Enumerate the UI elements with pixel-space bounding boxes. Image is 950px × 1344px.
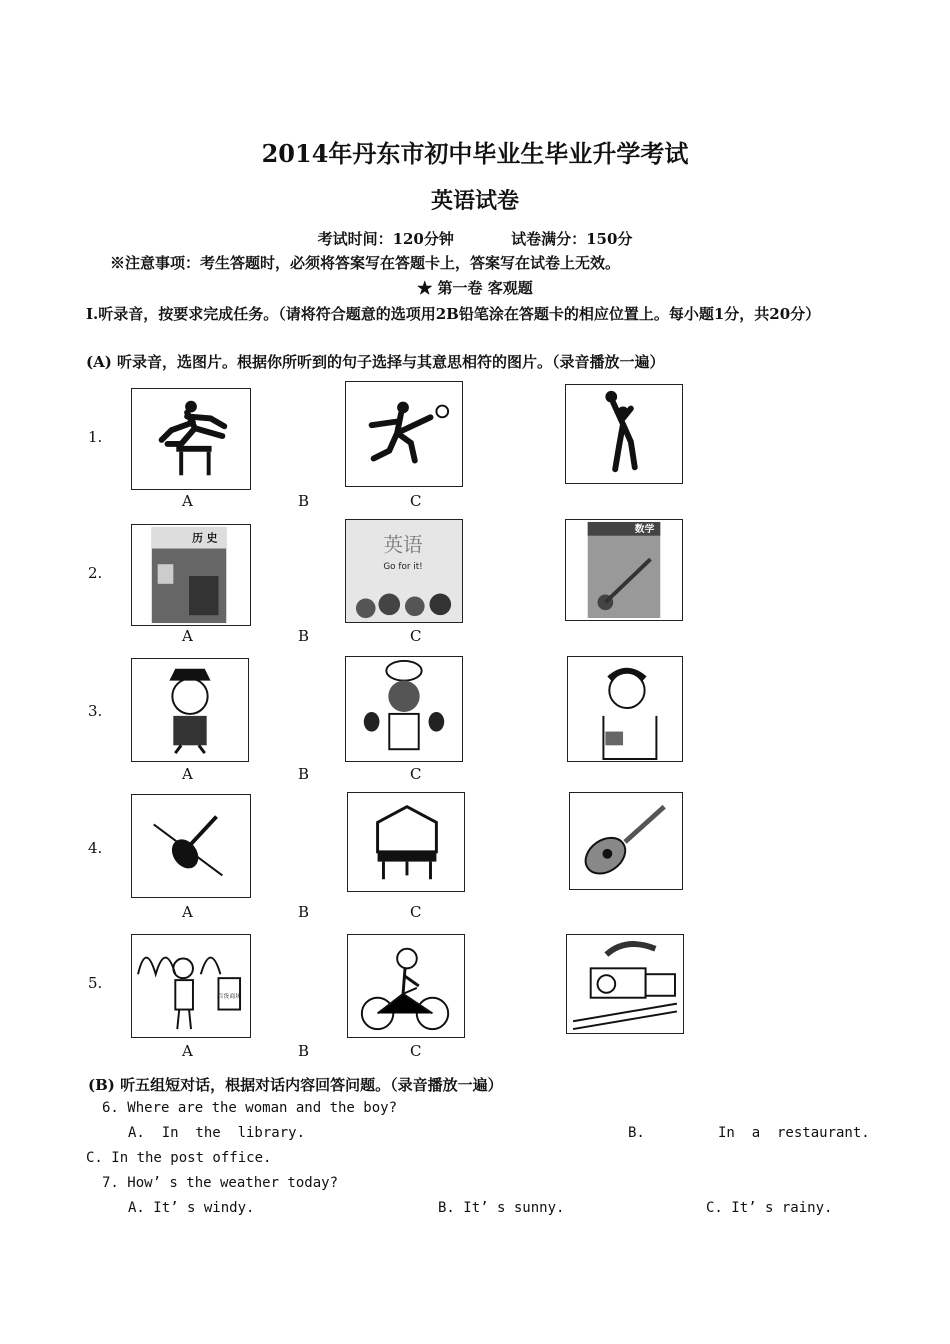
- train-image: [566, 934, 684, 1034]
- q7-option-b: B. It’ s sunny.: [438, 1200, 565, 1216]
- option-label-b: B: [298, 627, 310, 645]
- exam-time: 考试时间：120分钟: [317, 230, 454, 248]
- partB-heading: (B) 听五组短对话，根据对话内容回答问题。（录音播放一遍）: [88, 1076, 503, 1094]
- q7-question: 7. How’ s the weather today?: [102, 1175, 339, 1191]
- math-book-title: 数学: [634, 523, 655, 535]
- option-label-b: B: [298, 1042, 310, 1060]
- q7-option-c: C. It’ s rainy.: [706, 1200, 833, 1216]
- option-label-c: C: [410, 492, 422, 510]
- option-label-a: A: [182, 903, 193, 921]
- exam-subtitle: 英语试卷: [430, 188, 519, 214]
- section1-heading: Ⅰ.听录音，按要求完成任务。（请将符合题意的选项用2B铅笔涂在答题卡的相应位置上。每小题1分，共20分）: [86, 305, 821, 323]
- history-book-image: [131, 524, 251, 626]
- option-label-c: C: [410, 1042, 422, 1060]
- q6-option-b: In a restaurant.: [718, 1125, 870, 1141]
- question-number: 4.: [88, 839, 103, 857]
- option-label-b: B: [298, 903, 310, 921]
- option-label-b: B: [298, 492, 310, 510]
- q6-option-c: C. In the post office.: [86, 1150, 272, 1166]
- partA-heading: (A) 听录音，选图片。根据你所听到的句子选择与其意思相符的图片。（录音播放一遍）: [86, 353, 665, 371]
- guitar-image: [569, 792, 683, 890]
- option-label-a: A: [182, 492, 193, 510]
- chef-image: [345, 656, 463, 762]
- volume-heading: ★ 第一卷 客观题: [417, 279, 533, 297]
- exam-title: 2014年丹东市初中毕业生毕业升学考试: [261, 139, 689, 168]
- exam-notice: ※注意事项：考生答题时，必须将答案写在答题卡上，答案写在试卷上无效。: [110, 254, 621, 272]
- exam-score: 试卷满分：150分: [511, 230, 633, 248]
- question-number: 2.: [88, 564, 103, 582]
- english-book-title: 英语: [383, 533, 423, 557]
- q7-option-a: A. It’ s windy.: [128, 1200, 255, 1216]
- doctor-image: [567, 656, 683, 762]
- basketball-player-image: [565, 384, 683, 484]
- cycling-girl-image: [347, 934, 465, 1038]
- option-label-a: A: [182, 765, 193, 783]
- option-label-b: B: [298, 765, 310, 783]
- question-number: 1.: [88, 428, 103, 446]
- hurdler-image: [131, 388, 251, 490]
- option-label-a: A: [182, 1042, 193, 1060]
- question-number: 5.: [88, 974, 103, 992]
- soccer-player-image: [345, 381, 463, 487]
- q6-option-b-letter: B.: [628, 1125, 645, 1141]
- english-book-image: [345, 519, 463, 623]
- question-number: 3.: [88, 702, 103, 720]
- q6-question: 6. Where are the woman and the boy?: [102, 1100, 398, 1116]
- police-officer-image: [131, 658, 249, 762]
- option-label-a: A: [182, 627, 193, 645]
- store-sign-text: 百货商场: [217, 993, 242, 1000]
- history-book-title: 历 史: [192, 531, 218, 545]
- piano-image: [347, 792, 465, 892]
- option-label-c: C: [410, 903, 422, 921]
- math-book-image: [565, 519, 683, 621]
- option-label-c: C: [410, 627, 422, 645]
- walking-girl-image: [131, 934, 251, 1038]
- english-book-subtitle: Go for it!: [383, 562, 423, 573]
- option-label-c: C: [410, 765, 422, 783]
- violin-image: [131, 794, 251, 898]
- exam-meta: [0, 228, 950, 249]
- q6-option-a: A. In the library.: [128, 1125, 306, 1141]
